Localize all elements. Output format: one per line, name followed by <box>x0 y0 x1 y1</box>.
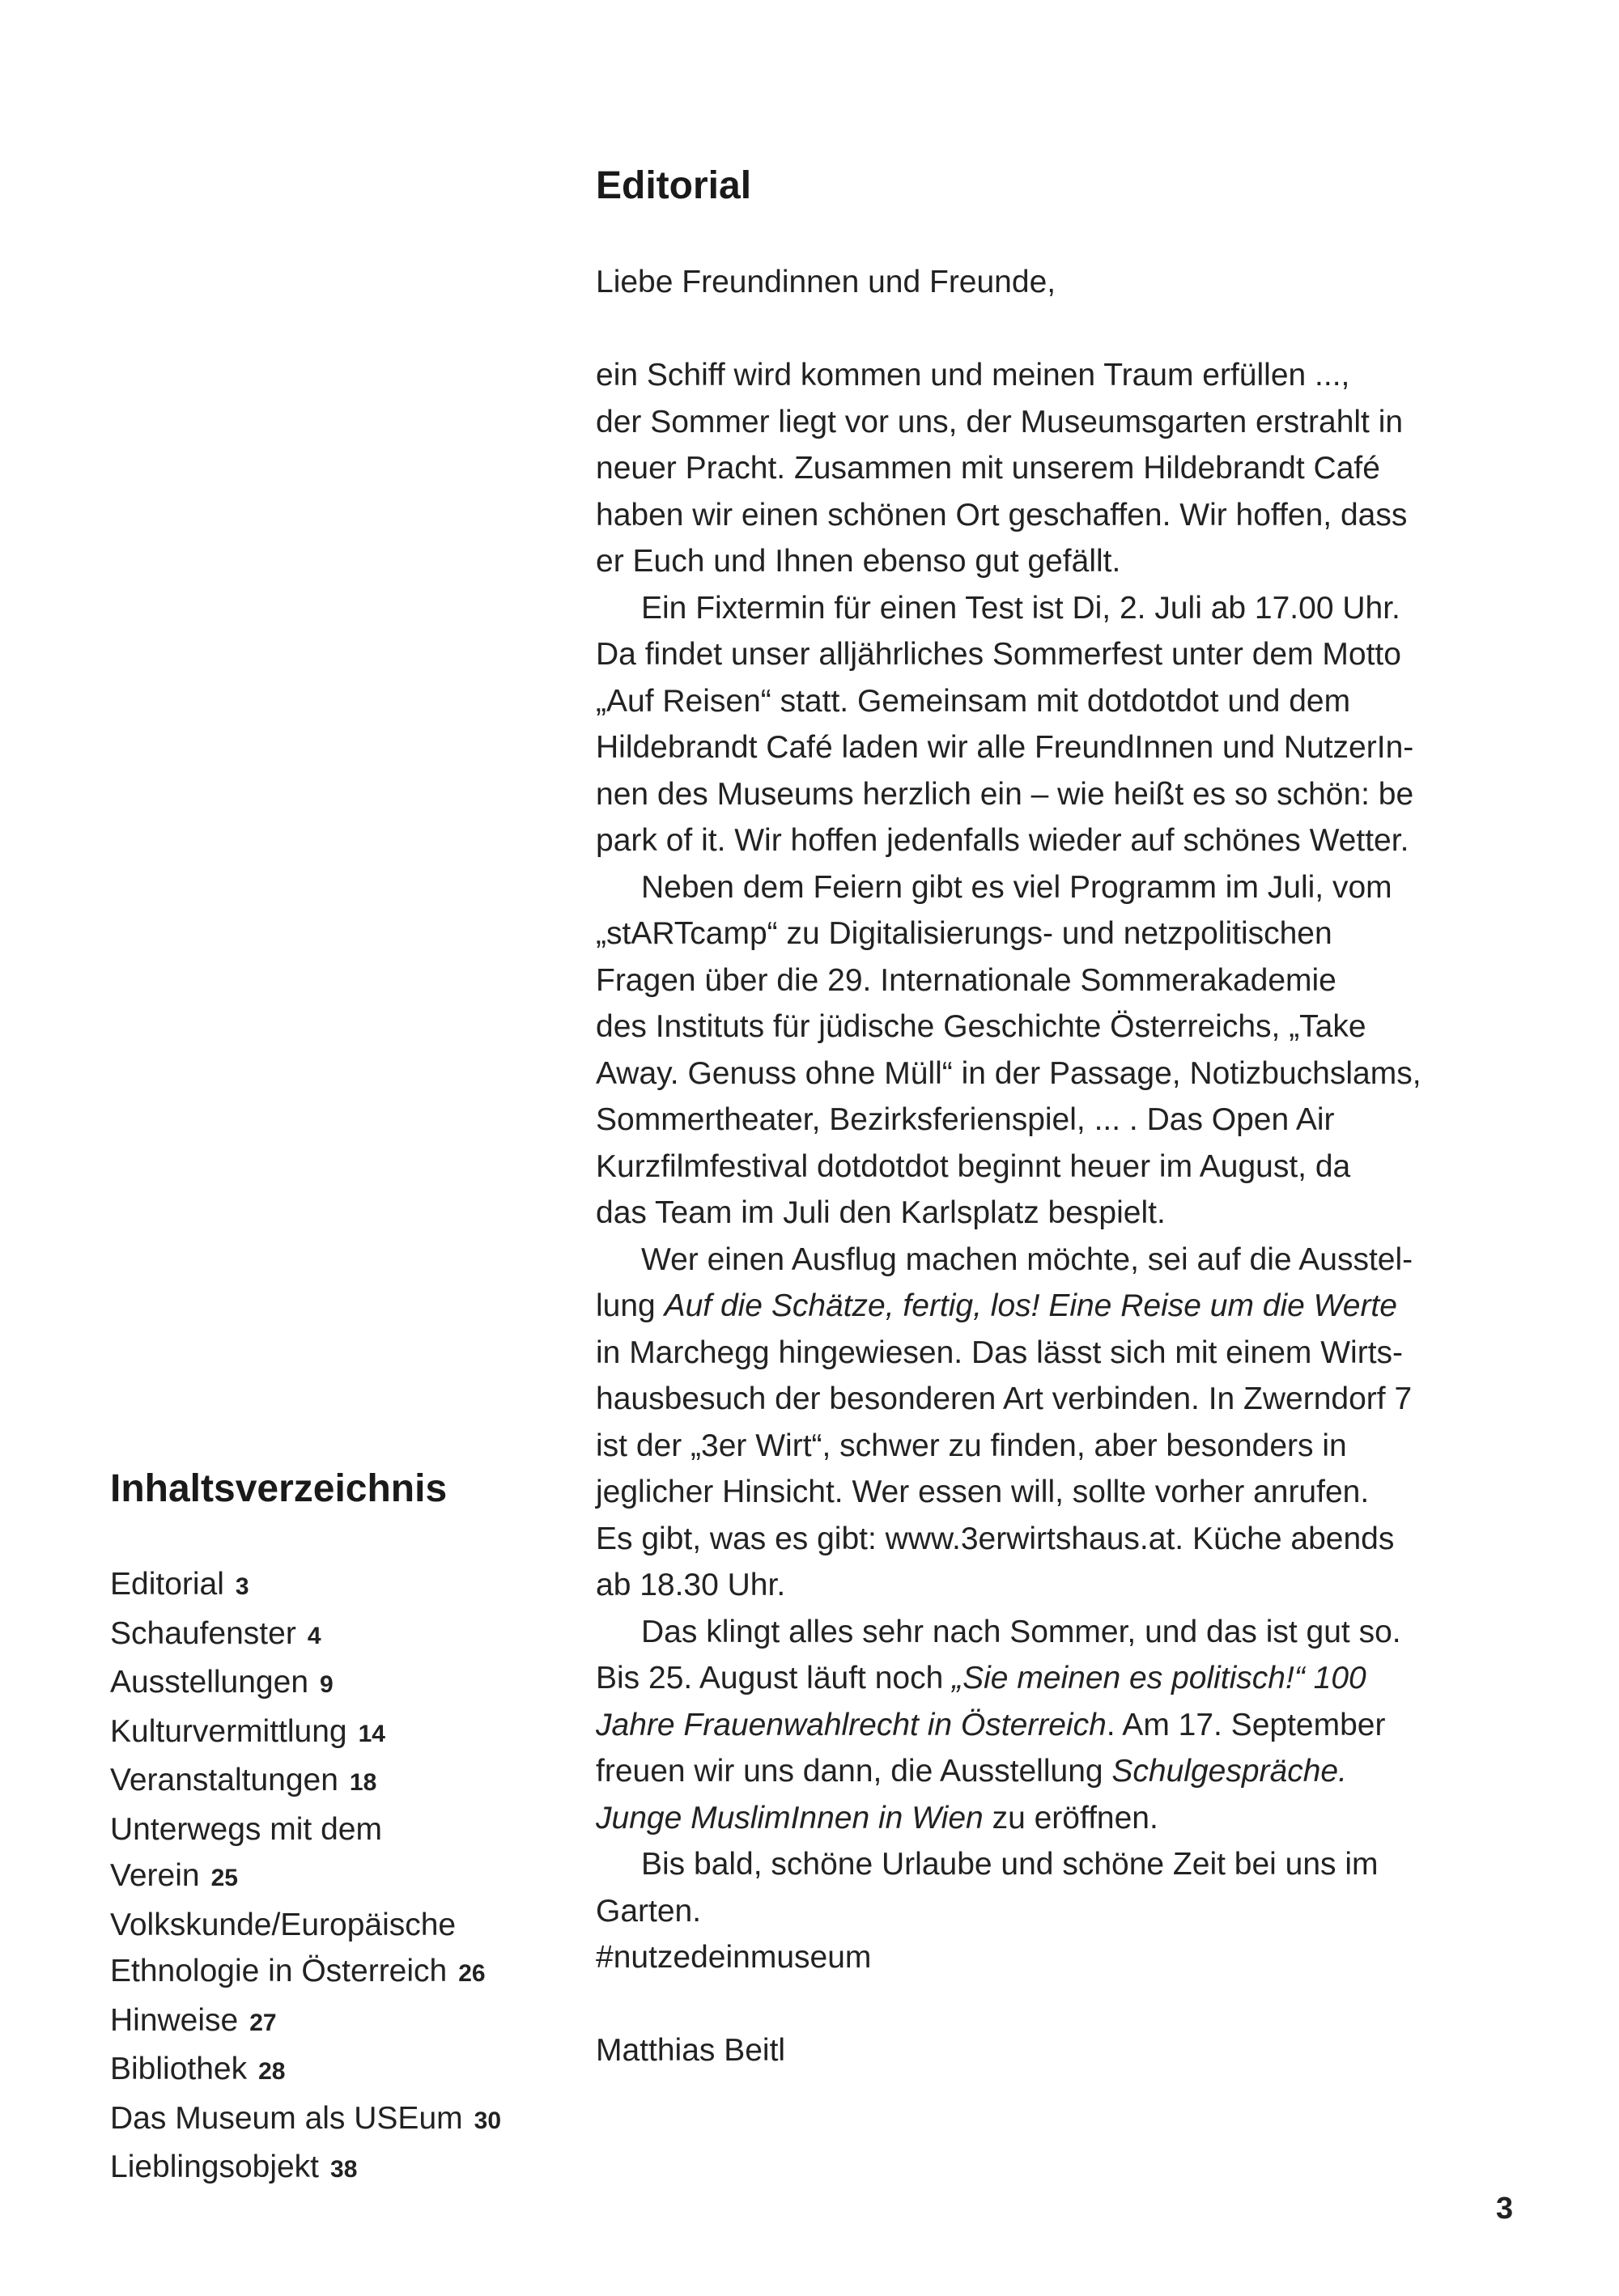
body-text: in Marchegg hingewiesen. Das lässt sich mit einem Wirts- <box>596 1335 1404 1370</box>
editorial-body <box>596 352 1421 2074</box>
body-line <box>596 1423 1421 1470</box>
toc-item[interactable] <box>110 1757 501 1806</box>
toc-item-label: Bibliothek <box>110 2052 248 2086</box>
italic-text: Jahre Frauenwahlrecht in Österreich <box>596 1707 1107 1742</box>
toc-item-label: Ethnologie in Österreich <box>110 1954 448 1988</box>
body-line <box>596 1609 1421 1656</box>
body-line <box>596 492 1421 539</box>
body-line <box>596 1004 1421 1050</box>
body-text: ist der „3er Wirt“, schwer zu finden, aber besonders in <box>596 1428 1347 1463</box>
body-line <box>596 2027 1421 2074</box>
body-text: Bis bald, schöne Urlaube und schöne Zeit bei uns im <box>641 1847 1379 1882</box>
toc-item[interactable] <box>110 1902 501 1949</box>
body-text: Ein Fixtermin für einen Test ist Di, 2. Juli ab 17.00 Uhr. <box>641 590 1400 626</box>
toc-item-label: Ausstellungen <box>110 1665 309 1700</box>
body-text: Garten. <box>596 1893 702 1929</box>
toc-item-page: 4 <box>307 1622 321 1649</box>
body-line <box>596 1330 1421 1377</box>
body-text: das Team im Juli den Karlsplatz bespielt. <box>596 1195 1166 1230</box>
body-line <box>596 445 1421 492</box>
italic-text: „Sie meinen es politisch!“ 100 <box>952 1661 1366 1695</box>
table-of-contents <box>110 1561 501 2193</box>
salutation: Liebe Freundinnen und Freunde, <box>596 265 1056 299</box>
toc-item[interactable] <box>110 2046 501 2095</box>
body-line <box>596 1795 1421 1842</box>
body-text: er Euch und Ihnen ebenso gut gefällt. <box>596 544 1121 579</box>
body-text: Fragen über die 29. Internationale Sommerakademie <box>596 962 1336 998</box>
toc-item-label: Editorial <box>110 1567 224 1602</box>
toc-item[interactable] <box>110 1997 501 2047</box>
italic-text: Schulgespräche. <box>1111 1754 1347 1789</box>
body-line <box>596 1283 1421 1330</box>
body-line <box>596 1376 1421 1423</box>
body-line <box>596 538 1421 585</box>
body-line <box>596 1934 1421 1981</box>
body-line <box>596 1562 1421 1609</box>
toc-item[interactable] <box>110 1948 501 1997</box>
body-text: Matthias Beitl <box>596 2033 786 2068</box>
toc-item-label: Volkskunde/Europäische <box>110 1907 457 1942</box>
body-line <box>596 1050 1421 1097</box>
toc-item-page: 18 <box>349 1769 377 1796</box>
body-line <box>596 1237 1421 1284</box>
body-line <box>596 1888 1421 1935</box>
toc-item-page: 27 <box>249 2009 277 2036</box>
body-line <box>596 399 1421 446</box>
body-text: ab 18.30 Uhr. <box>596 1568 786 1602</box>
body-line <box>596 352 1421 399</box>
body-line <box>596 724 1421 771</box>
toc-item[interactable] <box>110 2095 501 2145</box>
body-line <box>596 1144 1421 1190</box>
toc-item-label: Lieblingsobjekt <box>110 2150 320 2184</box>
body-line <box>596 817 1421 864</box>
body-text: Es gibt, was es gibt: www.3erwirtshaus.at. Küche abends <box>596 1521 1395 1556</box>
body-text: Kurzfilmfestival dotdotdot beginnt heuer im August, da <box>596 1148 1351 1184</box>
body-text: „stARTcamp“ zu Digitalisierungs- und netzpolitischen <box>596 916 1332 951</box>
body-text: haben wir einen schönen Ort geschaffen. Wir hoffen, dass <box>596 497 1408 533</box>
body-line <box>596 631 1421 678</box>
toc-item[interactable] <box>110 1659 501 1708</box>
editorial-title: Editorial <box>596 164 752 207</box>
body-text: lung <box>596 1288 665 1323</box>
body-text: neuer Pracht. Zusammen mit unserem Hildebrandt Café <box>596 451 1380 486</box>
toc-item[interactable] <box>110 1611 501 1660</box>
body-text: #nutzedeinmuseum <box>596 1940 872 1975</box>
body-line <box>596 1516 1421 1563</box>
body-text: des Instituts für jüdische Geschichte Österreichs, „Take <box>596 1009 1366 1044</box>
toc-item-label: Das Museum als USEum <box>110 2100 463 2136</box>
toc-item-label: Veranstaltungen <box>110 1763 338 1797</box>
toc-item-page: 14 <box>358 1720 385 1747</box>
toc-item[interactable] <box>110 1561 501 1611</box>
body-line <box>596 1097 1421 1144</box>
body-line <box>596 1981 1421 2028</box>
body-text: jeglicher Hinsicht. Wer essen will, sollte vorher anrufen. <box>596 1475 1370 1509</box>
body-line <box>596 678 1421 725</box>
body-text: hausbesuch der besonderen Art verbinden. In Zwerndorf 7 <box>596 1381 1413 1416</box>
body-text: Da findet unser alljährliches Sommerfest unter dem Motto <box>596 637 1401 672</box>
body-text: Away. Genuss ohne Müll“ in der Passage, Notizbuchslams, <box>596 1055 1421 1091</box>
body-line <box>596 864 1421 911</box>
body-line <box>596 1748 1421 1795</box>
toc-item-page: 25 <box>210 1865 238 1891</box>
body-line <box>596 1469 1421 1516</box>
body-line <box>596 1702 1421 1749</box>
body-text: Das klingt alles sehr nach Sommer, und das ist gut so. <box>641 1614 1401 1649</box>
body-line <box>596 1841 1421 1888</box>
toc-item-page: 9 <box>320 1671 334 1698</box>
body-line <box>596 910 1421 957</box>
toc-item-label: Verein <box>110 1858 200 1893</box>
body-text: der Sommer liegt vor uns, der Museumsgarten erstrahlt in <box>596 404 1404 439</box>
toc-item-label: Schaufenster <box>110 1615 296 1651</box>
toc-item-page: 3 <box>235 1573 249 1600</box>
body-line <box>596 1190 1421 1237</box>
body-line <box>596 957 1421 1004</box>
body-text: Hildebrandt Café laden wir alle FreundInnen und NutzerIn- <box>596 730 1414 765</box>
toc-title: Inhaltsverzeichnis <box>110 1467 448 1510</box>
toc-item-page: 30 <box>474 2107 502 2134</box>
toc-item-page: 38 <box>330 2156 358 2183</box>
body-text: park of it. Wir hoffen jedenfalls wieder auf schönes Wetter. <box>596 823 1409 858</box>
italic-text: Junge MuslimInnen in Wien <box>596 1800 984 1836</box>
body-text: zu eröffnen. <box>983 1800 1158 1836</box>
body-text: Bis 25. August läuft noch <box>596 1661 953 1695</box>
body-text: freuen wir uns dann, die Ausstellung <box>596 1754 1112 1789</box>
body-text: „Auf Reisen“ statt. Gemeinsam mit dotdotdot und dem <box>596 683 1351 719</box>
toc-item[interactable] <box>110 1853 501 1902</box>
body-text: Sommertheater, Bezirksferienspiel, ... . Das Open Air <box>596 1102 1335 1137</box>
body-text: nen des Museums herzlich ein – wie heißt es so schön: be <box>596 776 1414 812</box>
toc-item[interactable] <box>110 1708 501 1758</box>
italic-text: Auf die Schätze, fertig, los! Eine Reise um die Werte <box>664 1288 1397 1323</box>
toc-item-label: Hinweise <box>110 2002 239 2038</box>
toc-item[interactable] <box>110 1806 501 1853</box>
toc-item-label: Unterwegs mit dem <box>110 1811 382 1847</box>
toc-item[interactable] <box>110 2144 501 2193</box>
page-number: 3 <box>1496 2192 1514 2226</box>
toc-item-page: 26 <box>458 1960 486 1987</box>
toc-item-label: Kulturvermittlung <box>110 1713 347 1749</box>
body-line <box>596 585 1421 632</box>
body-line <box>596 771 1421 818</box>
body-text: Wer einen Ausflug machen möchte, sei auf die Ausstel- <box>641 1241 1413 1277</box>
body-text: . Am 17. September <box>1106 1707 1386 1742</box>
body-line <box>596 1655 1421 1702</box>
toc-item-page: 28 <box>258 2058 286 2085</box>
body-text: ein Schiff wird kommen und meinen Traum erfüllen ..., <box>596 358 1350 393</box>
body-text: Neben dem Feiern gibt es viel Programm im Juli, vom <box>641 869 1392 905</box>
